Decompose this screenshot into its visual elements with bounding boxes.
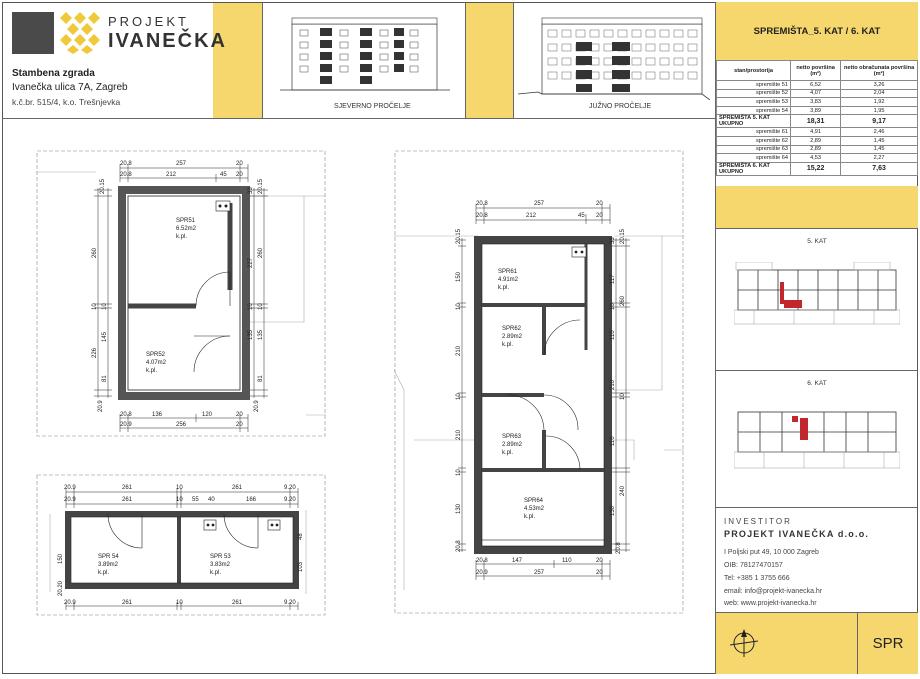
dim-label: 150 <box>58 553 64 564</box>
dim-label: 260 <box>92 247 98 258</box>
room-area: 4.91m2 <box>498 277 519 283</box>
keyplan-5-storage-highlight <box>784 300 802 308</box>
sheet-code: SPR <box>858 613 918 674</box>
dim-label: 20 <box>236 422 243 428</box>
dim-label: 117 <box>610 274 616 284</box>
room-name: SPR64 <box>524 498 544 504</box>
table-row <box>717 98 918 107</box>
dim-label: 81 <box>258 375 264 382</box>
dim-label: 20 <box>596 201 603 207</box>
keyplan-6-drawing <box>734 404 900 476</box>
table-cell: spremište 51 <box>717 81 791 90</box>
keyplan-6-title: 6. KAT <box>807 380 827 387</box>
table-cell: spremište 53 <box>717 98 791 107</box>
investor-address: I Poljski put 49, 10 000 Zagreb <box>724 549 819 556</box>
dim-label: 130 <box>610 505 616 516</box>
cadastre-info: k.č.br. 515/4, k.o. Trešnjevka <box>12 97 121 107</box>
table-cell: 3,89 <box>791 106 841 115</box>
north-elevation-label: SJEVERNO PROČELJE <box>334 103 411 110</box>
table-cell: 4,91 <box>791 128 841 137</box>
table-header-net-area: netto površina (m²) <box>791 61 841 81</box>
dim-label: 9.20 <box>284 485 296 491</box>
room-name: SPR 54 <box>98 554 119 560</box>
dim-label: 20 <box>236 161 243 167</box>
table-cell: 15,22 <box>791 162 841 175</box>
dim-label: 10 <box>176 485 183 491</box>
dim-label: 150 <box>456 271 462 282</box>
dim-label: 10 <box>92 303 98 310</box>
dim-label: 227 <box>248 257 254 268</box>
room-name: SPR61 <box>498 269 518 275</box>
dim-label: 257 <box>534 201 545 207</box>
dim-label: 226 <box>92 347 98 358</box>
room-name: SPR63 <box>502 434 522 440</box>
table-row <box>717 136 918 145</box>
table-cell: 7,63 <box>841 162 918 175</box>
north-arrow-box <box>716 613 858 674</box>
investor-email[interactable]: email: info@projekt-ivanecka.hr <box>724 588 823 595</box>
dim-label: 33 <box>610 237 616 244</box>
logo-diamond-pattern-icon <box>60 12 102 54</box>
building-address: Ivanečka ulica 7A, Zagreb <box>12 82 128 93</box>
dim-label: 9.20 <box>284 497 296 503</box>
storage-area-table <box>716 60 918 176</box>
room-floor: k.pl. <box>524 514 536 520</box>
table-cell: spremište 54 <box>717 106 791 115</box>
south-elevation-label: JUŽNO PROČELJE <box>589 103 652 110</box>
table-cell: 18,31 <box>791 115 841 128</box>
dim-label: 260 <box>258 247 264 258</box>
dim-label: 20.8 <box>616 542 622 554</box>
dim-label: 147 <box>512 558 523 564</box>
table-cell: 2,27 <box>841 154 918 163</box>
room-area: 2.89m2 <box>502 334 523 340</box>
room-floor: k.pl. <box>502 342 514 348</box>
room-name: SPR52 <box>146 352 166 358</box>
header-yellow-block-1 <box>213 3 262 118</box>
dim-label: 110 <box>562 558 572 564</box>
dim-label: 20.8 <box>120 412 132 418</box>
dim-label: 20 <box>236 172 243 178</box>
header-yellow-block-2 <box>466 3 513 118</box>
table-row <box>717 154 918 163</box>
dim-label: 257 <box>176 161 187 167</box>
room-name: SPR51 <box>176 218 196 224</box>
table-cell: 3,26 <box>841 81 918 90</box>
dim-label: 136 <box>152 412 163 418</box>
room-name: SPR62 <box>502 326 522 332</box>
dim-label: 10 <box>258 303 264 310</box>
table-cell: 1,45 <box>841 136 918 145</box>
table-cell: 2,89 <box>791 136 841 145</box>
dim-label: 135 <box>248 329 254 340</box>
table-cell: spremište 52 <box>717 89 791 98</box>
room-floor: k.pl. <box>498 285 510 291</box>
company-logo <box>12 10 227 60</box>
table-cell: 2,89 <box>791 145 841 154</box>
dim-label: 10 <box>620 393 626 400</box>
room-floor: k.pl. <box>98 570 110 576</box>
dim-label: 33 <box>248 187 254 194</box>
dim-label: 135 <box>258 329 264 340</box>
dim-label: 261 <box>232 600 243 606</box>
logo-text-projekt: PROJEKT <box>108 14 189 29</box>
north-elevation-drawing <box>280 14 450 94</box>
dim-label: 20.9 <box>254 400 260 412</box>
table-cell: 1,92 <box>841 98 918 107</box>
dim-label: 20.9 <box>120 422 132 428</box>
dim-label: 20.15 <box>620 228 626 244</box>
table-row <box>717 145 918 154</box>
dim-label: 103 <box>298 561 304 572</box>
keyplan-5-title: 5. KAT <box>807 238 827 245</box>
dim-label: 20 <box>596 213 603 219</box>
dim-label: 212 <box>166 172 177 178</box>
dim-label: 10 <box>456 469 462 476</box>
dim-label: 45 <box>220 172 227 178</box>
dim-label: 20 <box>596 570 603 576</box>
table-cell: 1,45 <box>841 145 918 154</box>
dim-label: 20.8 <box>476 213 488 219</box>
table-cell: 3,83 <box>791 98 841 107</box>
table-cell: spremište 61 <box>717 128 791 137</box>
dim-label: 81 <box>102 375 108 382</box>
dim-label: 20.8 <box>476 201 488 207</box>
dim-label: 10 <box>176 600 183 606</box>
north-arrow-icon <box>716 613 858 674</box>
dim-label: 20.9 <box>476 570 488 576</box>
dim-label: 48 <box>298 533 304 540</box>
floor-plan-5-kat-a <box>36 150 326 440</box>
keyplan-6-storage-highlight <box>800 418 808 440</box>
investor-label: INVESTITOR <box>724 517 792 526</box>
dim-label: 20.15 <box>456 228 462 244</box>
room-area: 3.89m2 <box>98 562 119 568</box>
table-row <box>717 128 918 137</box>
dim-label: 257 <box>534 570 545 576</box>
dim-label: 20.9 <box>64 485 76 491</box>
table-row <box>717 81 918 90</box>
dim-label: 20.8 <box>456 540 462 552</box>
investor-oib: OIB: 78127470157 <box>724 562 783 569</box>
dim-label: 20 <box>236 412 243 418</box>
dim-label: 20.9 <box>98 400 104 412</box>
dim-label: 45 <box>578 213 585 219</box>
investor-website[interactable]: web: www.projekt-ivanecka.hr <box>724 600 817 607</box>
dim-label: 20.8 <box>120 172 132 178</box>
dim-label: 166 <box>246 497 257 503</box>
room-name: SPR 53 <box>210 554 231 560</box>
table-title: SPREMIŠTA_5. KAT / 6. KAT <box>716 2 918 60</box>
table-cell: 2,04 <box>841 89 918 98</box>
dim-label: 10 <box>176 497 183 503</box>
table-cell: spremište 64 <box>717 154 791 163</box>
investor-phone: Tel: +385 1 3755 666 <box>724 575 790 582</box>
table-cell: 1,95 <box>841 106 918 115</box>
floor-plan-5-kat-b <box>36 474 326 616</box>
dim-label: 120 <box>202 412 213 418</box>
dim-label: 261 <box>122 600 133 606</box>
dim-label: 10 <box>102 303 108 310</box>
room-floor: k.pl. <box>502 450 514 456</box>
dim-label: 261 <box>122 497 133 503</box>
dim-label: 10 <box>248 303 254 310</box>
table-header-room: stan/prostorija <box>717 61 791 81</box>
table-header-calc-area: netto obračunata površina (m²) <box>841 61 918 81</box>
dim-label: 110 <box>610 330 616 340</box>
room-floor: k.pl. <box>146 368 158 374</box>
table-cell: spremište 63 <box>717 145 791 154</box>
table-cell: 6,52 <box>791 81 841 90</box>
dim-label: 20.9 <box>64 497 76 503</box>
table-cell: SPREMIŠTA 5. KAT UKUPNO <box>717 115 791 128</box>
dim-label: 20.8 <box>476 558 488 564</box>
table-cell: SPREMIŠTA 6. KAT UKUPNO <box>717 162 791 175</box>
dim-label: 20.15 <box>258 178 264 194</box>
investor-name: PROJEKT IVANEČKA d.o.o. <box>724 529 870 539</box>
table-cell: spremište 62 <box>717 136 791 145</box>
dim-label: 10 <box>610 303 616 310</box>
table-total-row <box>717 162 918 175</box>
dim-label: 10 <box>456 393 462 400</box>
room-floor: k.pl. <box>176 234 188 240</box>
table-cell: 9,17 <box>841 115 918 128</box>
dim-label: 10 <box>456 303 462 310</box>
dim-label: 210 <box>456 429 462 440</box>
dim-label: 55 <box>192 497 199 503</box>
room-area: 3.83m2 <box>210 562 231 568</box>
keyplan-5-drawing <box>734 262 900 332</box>
dim-label: 240 <box>620 485 626 496</box>
floor-plan-6-kat <box>394 150 686 616</box>
dim-label: 261 <box>122 485 133 491</box>
dim-label: 145 <box>102 331 108 342</box>
dim-label: 20.8 <box>120 161 132 167</box>
room-floor: k.pl. <box>210 570 222 576</box>
table-cell: 4,53 <box>791 154 841 163</box>
dim-label: 40 <box>208 497 215 503</box>
dim-label: 9.20 <box>284 600 296 606</box>
building-type: Stambena zgrada <box>12 68 95 79</box>
table-total-row <box>717 115 918 128</box>
table-row <box>717 89 918 98</box>
dim-label: 20.9 <box>64 600 76 606</box>
room-area: 2.89m2 <box>502 442 523 448</box>
dim-label: 256 <box>176 422 187 428</box>
dim-label: 261 <box>232 485 243 491</box>
dim-label: 260 <box>620 295 626 306</box>
dim-label: 212 <box>526 213 537 219</box>
table-cell: 2,46 <box>841 128 918 137</box>
table-row <box>717 106 918 115</box>
south-elevation-drawing <box>518 14 710 100</box>
dim-label: 110 <box>610 436 616 446</box>
logo-text-ivanecka: IVANEČKA <box>108 30 227 52</box>
room-area: 4.07m2 <box>146 360 167 366</box>
dim-label: 210 <box>610 379 616 390</box>
dim-label: 20.20 <box>58 580 64 596</box>
room-area: 6.52m2 <box>176 226 197 232</box>
room-area: 4.53m2 <box>524 506 545 512</box>
dim-label: 210 <box>456 345 462 356</box>
dim-label: 130 <box>456 503 462 514</box>
logo-square-icon <box>12 12 54 54</box>
dim-label: 20.15 <box>100 178 106 194</box>
dim-label: 20 <box>596 558 603 564</box>
table-yellow-fill <box>716 186 918 228</box>
table-cell: 4,07 <box>791 89 841 98</box>
